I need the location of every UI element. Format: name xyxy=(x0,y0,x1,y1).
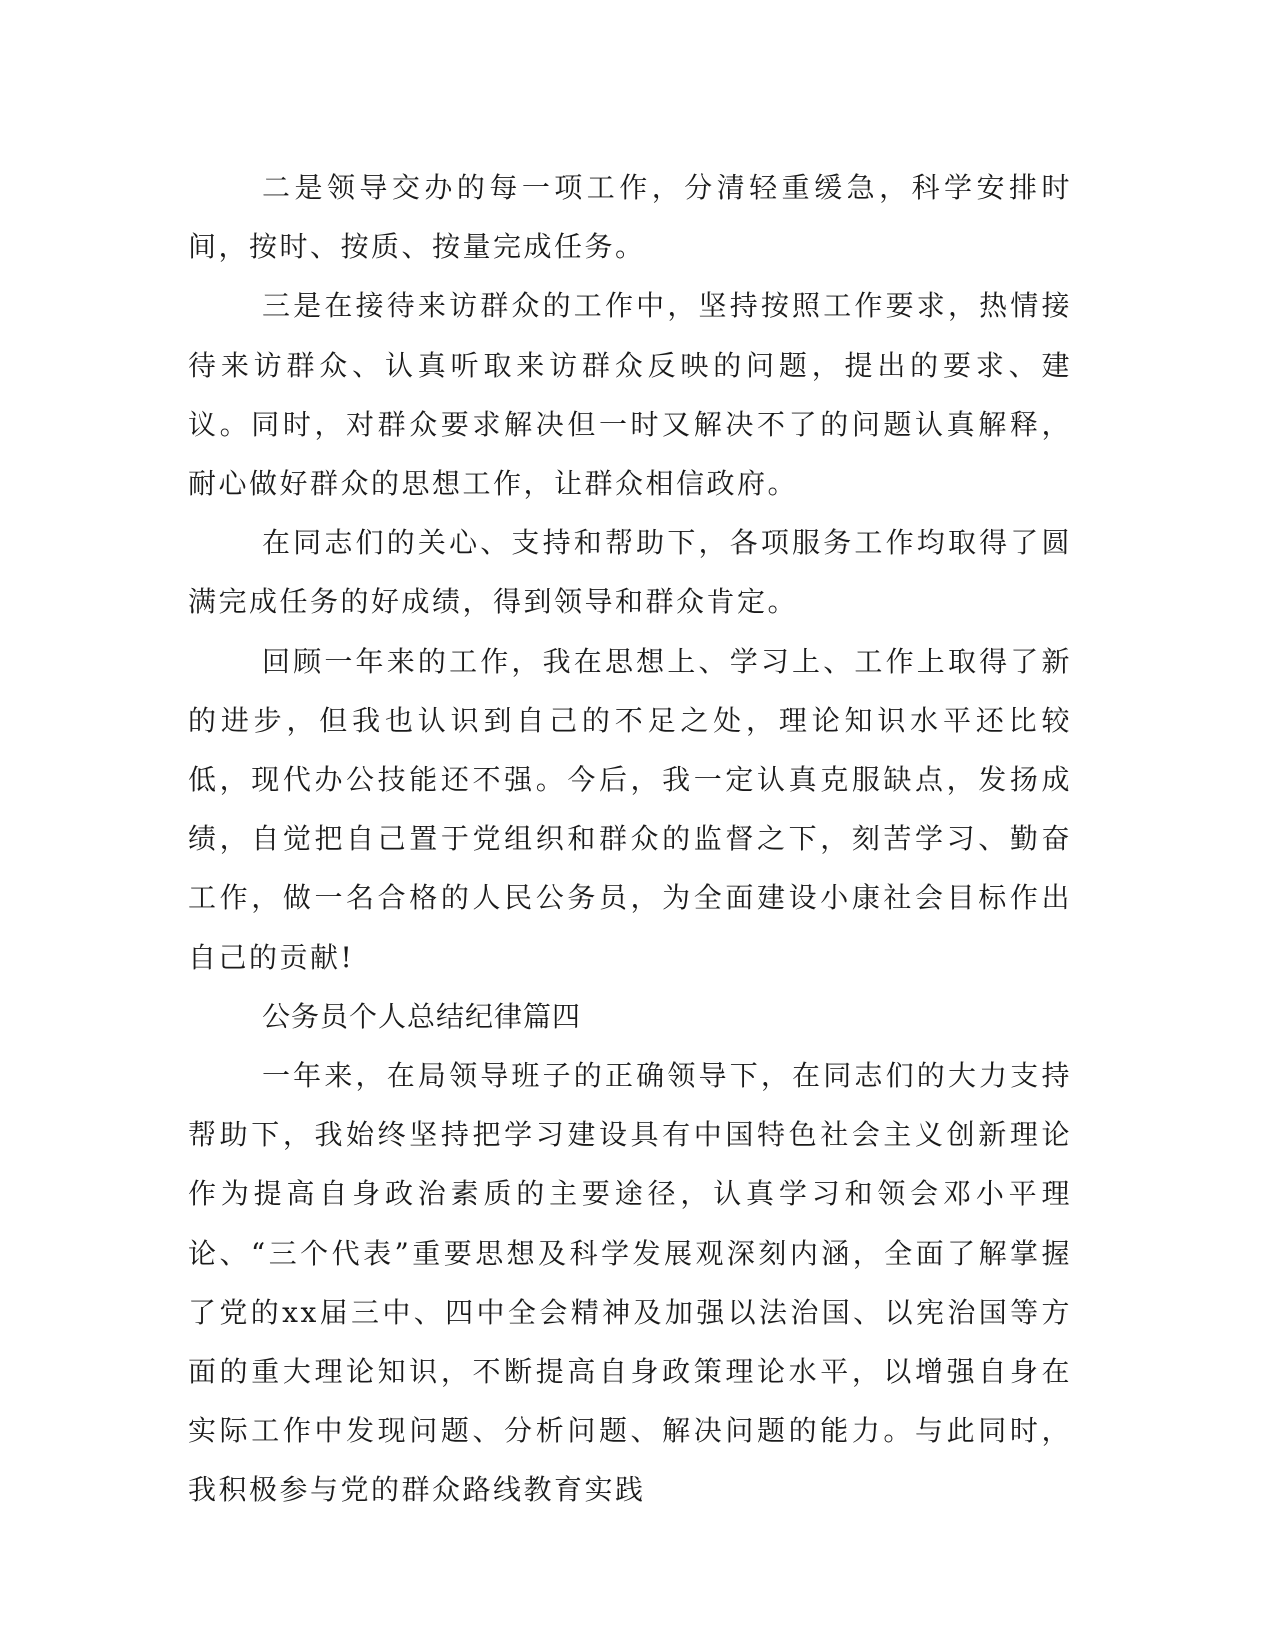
paragraph-section-intro: 一年来，在局领导班子的正确领导下，在同志们的大力支持帮助下，我始终坚持把学习建设具有中国特色社会主义创新理论作为提高自身政治素质的主要途径，认真学习和领会邓小平理论、“三个代表”重要思想及科学发展观深刻内涵，全面了解掌握了党的xx届三中、四中全会精神及加强以法治国、以宪治国等方面的重大理论知识，不断提高自身政策理论水平，以增强自身在实际工作中发现问题、分析问题、解决问题的能力。与此同时，我积极参与党的群众路线教育实践 xyxy=(188,1059,1072,1507)
paragraph-work-assignments: 二是领导交办的每一项工作，分清轻重缓急，科学安排时间，按时、按质、按量完成任务。 xyxy=(188,171,1072,264)
paragraph-receiving-visitors: 三是在接待来访群众的工作中，坚持按照工作要求，热情接待来访群众、认真听取来访群众反映的问题，提出的要求、建议。同时，对群众要求解决但一时又解决不了的问题认真解释，耐心做好群众的思想工作，让群众相信政府。 xyxy=(188,289,1072,501)
paragraph-achievements: 在同志们的关心、支持和帮助下，各项服务工作均取得了圆满完成任务的好成绩，得到领导和群众肯定。 xyxy=(188,526,1072,619)
document-body xyxy=(188,158,1072,1520)
section-heading: 公务员个人总结纪律篇四 xyxy=(262,999,582,1033)
paragraph-review: 回顾一年来的工作，我在思想上、学习上、工作上取得了新的进步，但我也认识到自己的不足之处，理论知识水平还比较低，现代办公技能还不强。今后，我一定认真克服缺点，发扬成绩，自觉把自己置于党组织和群众的监督之下，刻苦学习、勤奋工作，做一名合格的人民公务员，为全面建设小康社会目标作出自己的贡献! xyxy=(188,644,1072,974)
